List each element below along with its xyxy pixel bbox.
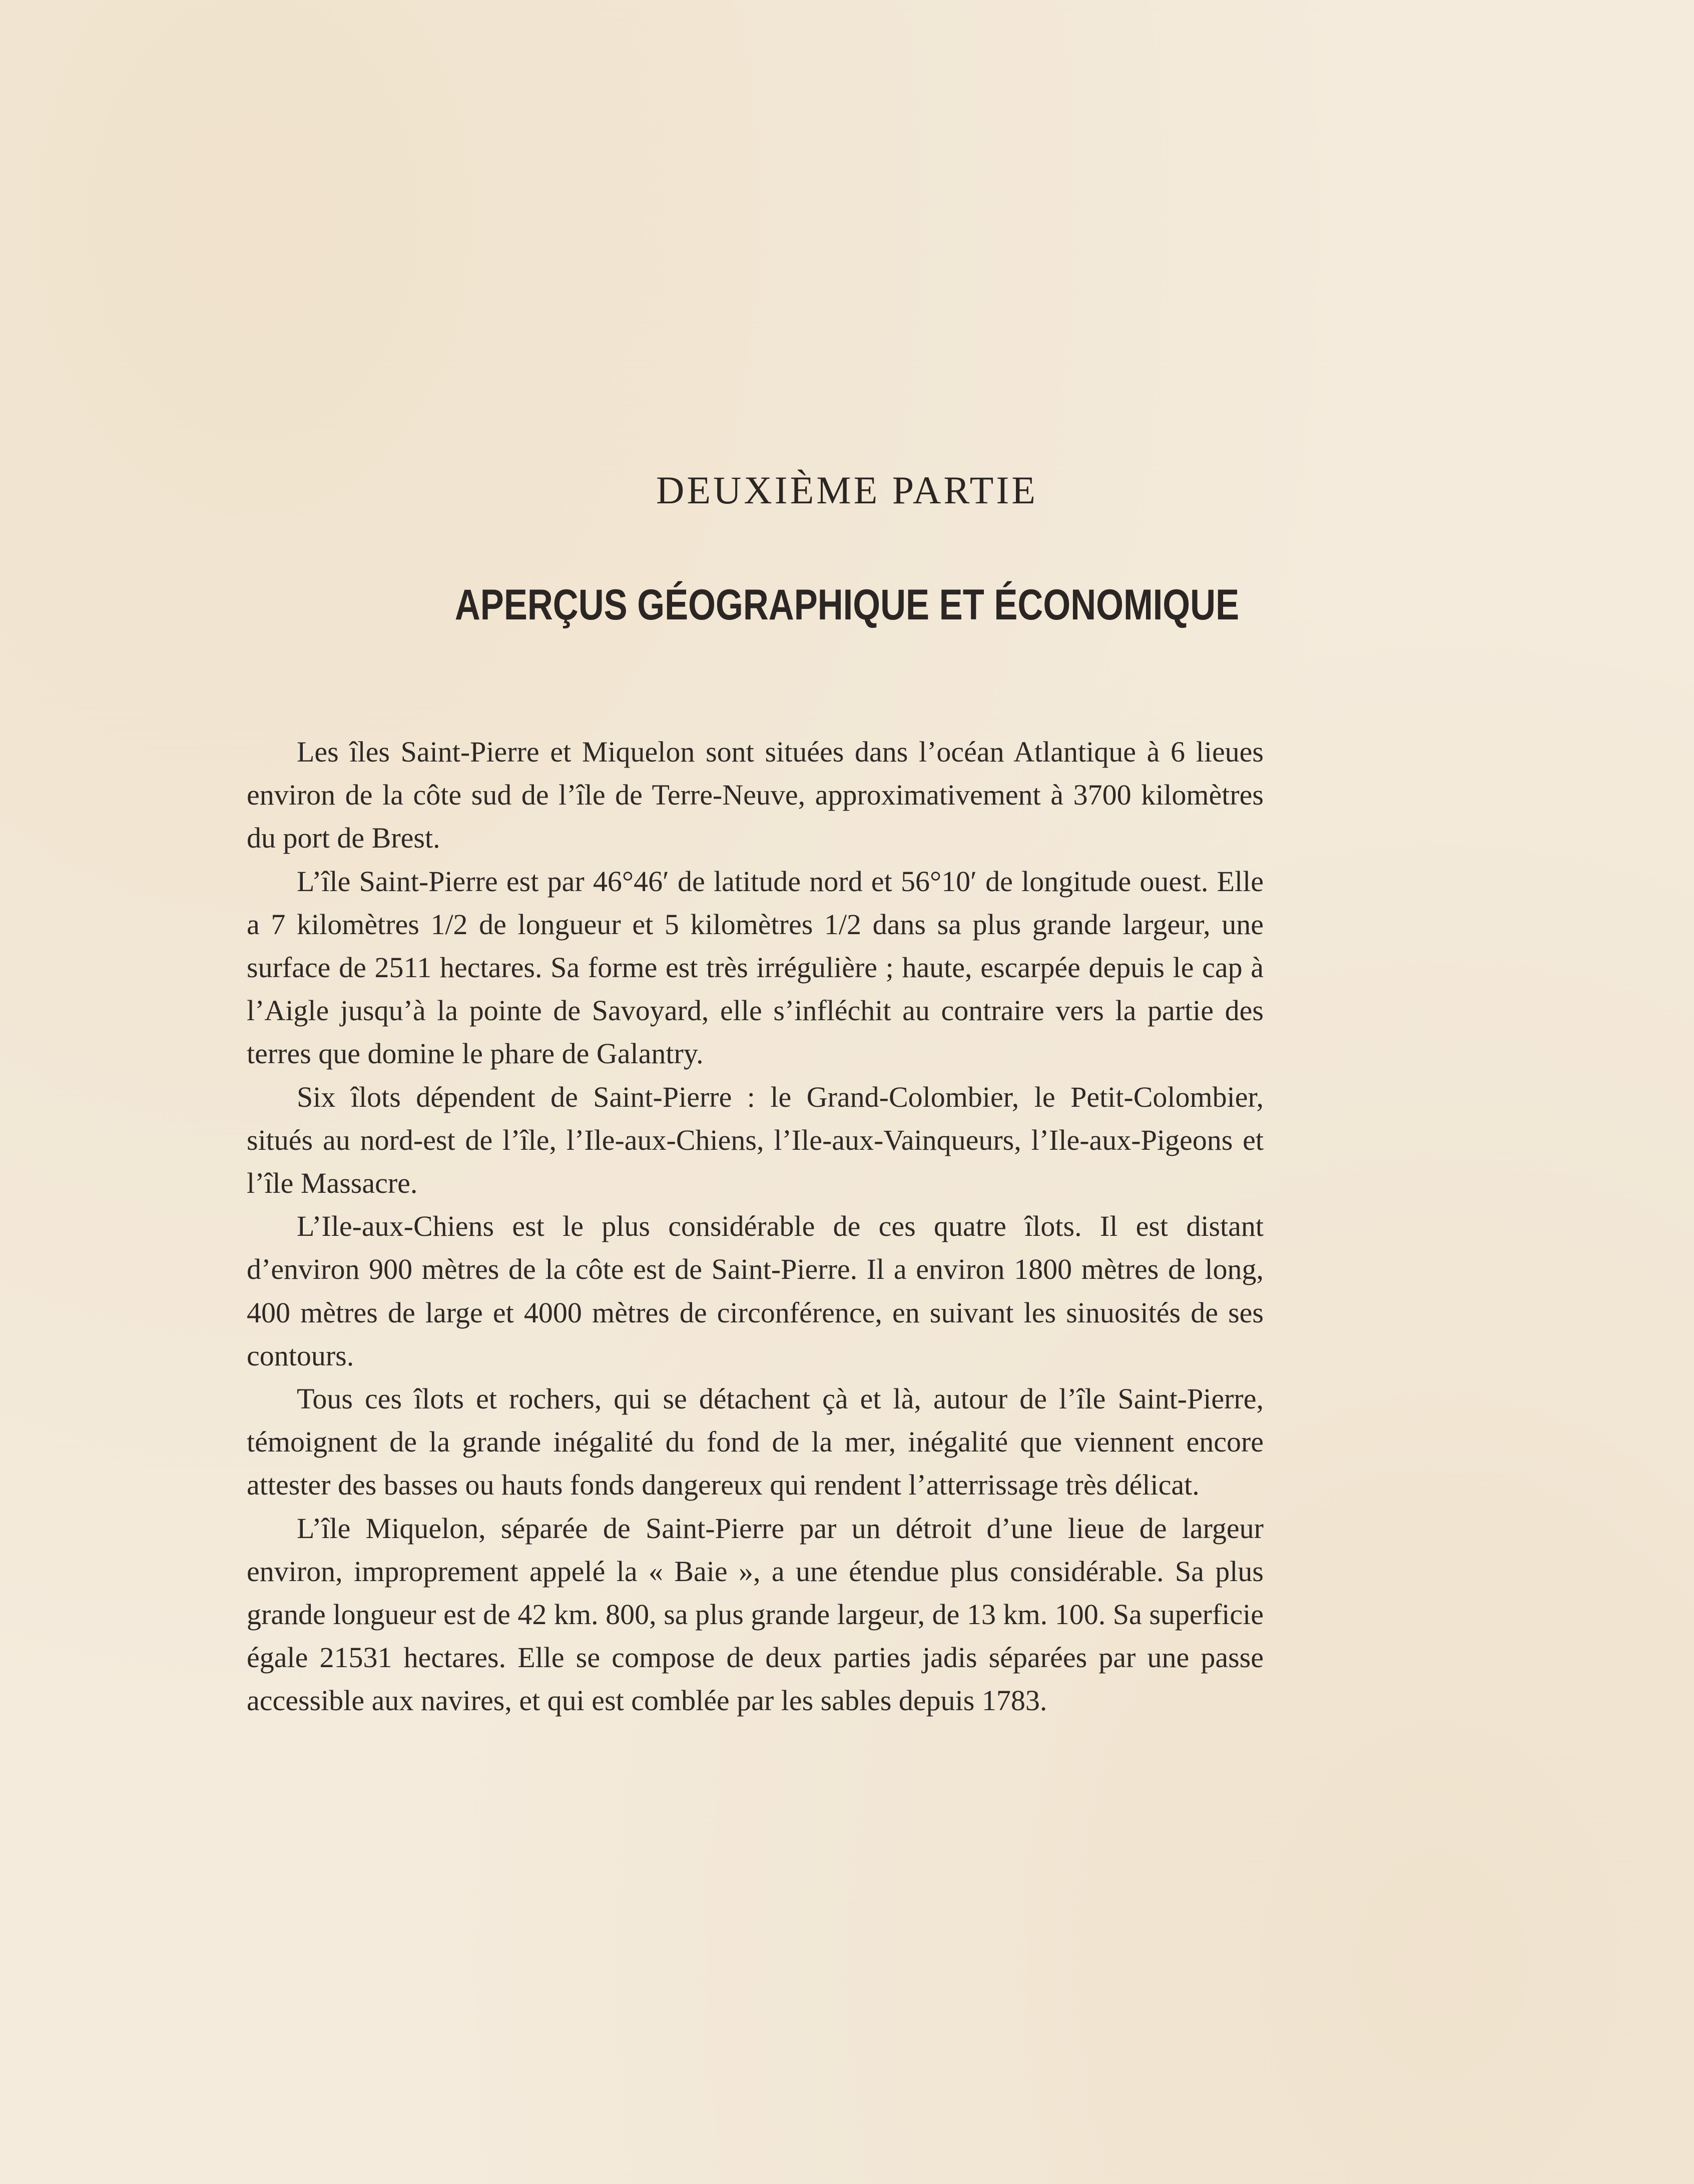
paragraph: L’île Saint-Pierre est par 46°46′ de latitude nord et 56°10′ de longitude ouest. Elle a 7 kilomètres 1/2 de longueur et 5 kilomètres 1/2 dans sa plus grande largeur, une surface de 2511 hectares. Sa forme est très irrégulière ; haute, escarpée depuis le cap à l’Aigle jusqu’à la pointe de Savoyard, elle s’infléchit au contraire vers la partie des terres que domine le phare de Galantry. xyxy=(247,865,1264,1070)
body-text xyxy=(247,731,1264,1723)
paragraph: L’Ile-aux-Chiens est le plus considérable de ces quatre îlots. Il est distant d’environ 900 mètres de la côte est de Saint-Pierre. Il a environ 1800 mètres de long, 400 mètres de large et 4000 mètres de circonférence, en suivant les sinuosités de ses contours. xyxy=(247,1210,1264,1372)
paragraph: Les îles Saint-Pierre et Miquelon sont situées dans l’océan Atlantique à 6 lieues environ de la côte sud de l’île de Terre-Neuve, approximativement à 3700 kilomètres du port de Brest. xyxy=(247,736,1264,855)
part-title: DEUXIÈME PARTIE xyxy=(656,468,1038,512)
paragraph: Tous ces îlots et rochers, qui se détachent çà et là, autour de l’île Saint-Pierre, témoignent de la grande inégalité du fond de la mer, inégalité que viennent encore attester des basses ou hauts fonds dangereux qui rendent l’atterrissage très délicat. xyxy=(247,1382,1264,1502)
paragraph: Six îlots dépendent de Saint-Pierre : le Grand-Colombier, le Petit-Colombier, situés au nord-est de l’île, l’Ile-aux-Chiens, l’Ile-aux-Vainqueurs, l’Ile-aux-Pigeons et l’île Massacre. xyxy=(247,1080,1264,1200)
paragraph: L’île Miquelon, séparée de Saint-Pierre par un détroit d’une lieue de largeur environ, improprement appelé la « Baie », a une étendue plus considérable. Sa plus grande longueur est de 42 km. 800, sa plus grande largeur, de 13 km. 100. Sa superficie égale 21531 hectares. Elle se compose de deux parties jadis séparées par une passe accessible aux navires, et qui est comblée par les sables depuis 1783. xyxy=(247,1512,1264,1717)
section-title: APERÇUS GÉOGRAPHIQUE ET ÉCONOMIQUE xyxy=(454,581,1240,629)
